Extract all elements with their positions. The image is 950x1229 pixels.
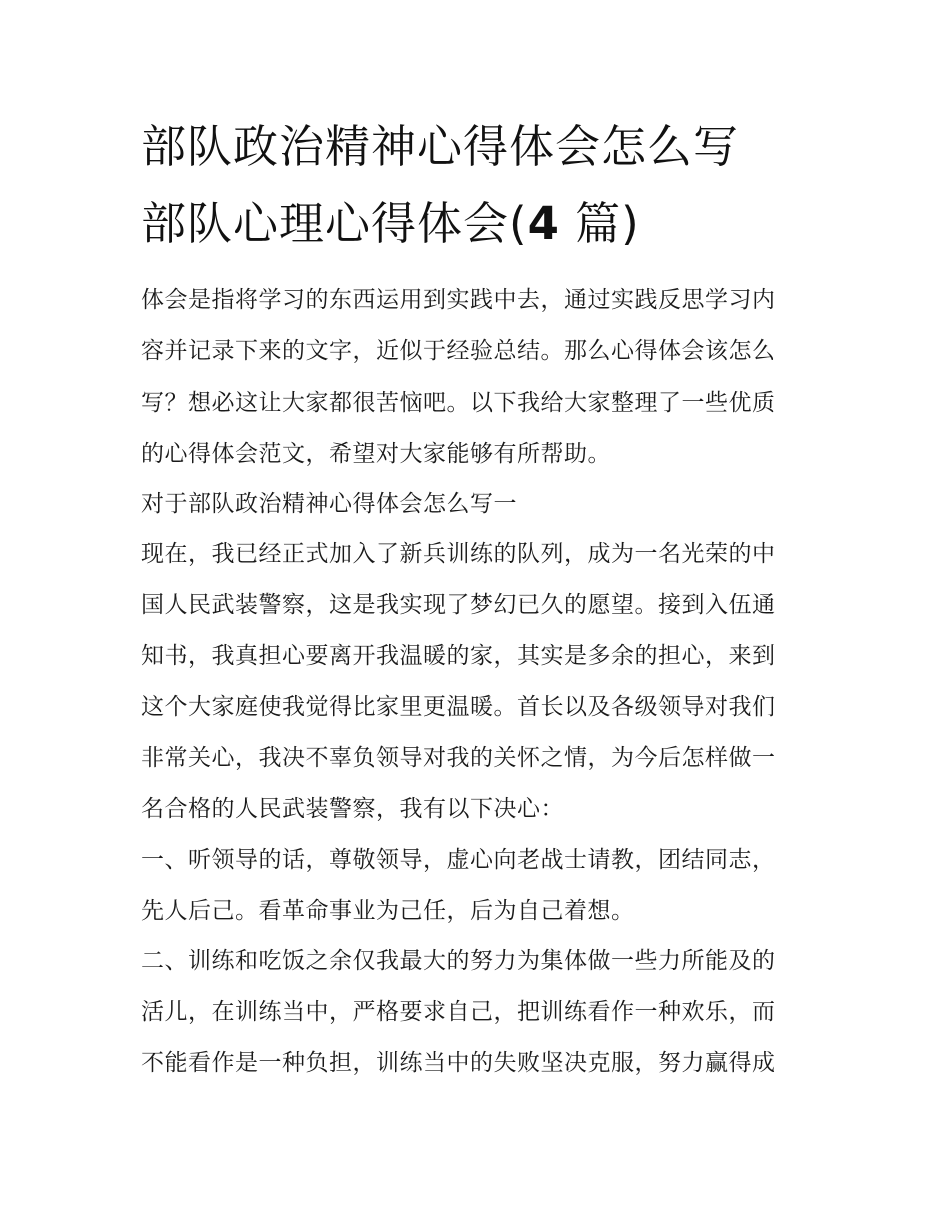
document-title-line-1: 部队政治精神心得体会怎么写 (141, 120, 740, 173)
paragraph-line: 容并记录下来的文字，近似于经验总结。那么心得体会该怎么 (141, 338, 776, 364)
paragraph-line: 不能看作是一种负担，训练当中的失败坚决克服，努力赢得成 (141, 1050, 776, 1076)
paragraph-line: 现在，我已经正式加入了新兵训练的队列，成为一名光荣的中 (141, 541, 776, 567)
paragraph-line: 国人民武装警察，这是我实现了梦幻已久的愿望。接到入伍通 (141, 592, 776, 618)
paragraph-line: 活儿，在训练当中，严格要求自己，把训练看作一种欢乐，而 (141, 999, 776, 1025)
section-heading: 对于部队政治精神心得体会怎么写一 (141, 491, 517, 517)
paragraph-line: 一、听领导的话，尊敬领导，虚心向老战士请教，团结同志， (141, 847, 776, 873)
title-count: 4 (527, 197, 560, 250)
document-title-line-2 (141, 196, 821, 252)
paragraph-line: 二、训练和吃饭之余仅我最大的努力为集体做一些力所能及的 (141, 948, 776, 974)
title-text-part: 部队心理心得体会( (141, 197, 528, 250)
title-text-part: 篇) (559, 197, 640, 250)
paragraph-line: 知书，我真担心要离开我温暖的家，其实是多余的担心，来到 (141, 643, 776, 669)
paragraph-line: 体会是指将学习的东西运用到实践中去，通过实践反思学习内 (141, 287, 776, 313)
paragraph-line: 写？想必这让大家都很苦恼吧。以下我给大家整理了一些优质 (141, 390, 776, 416)
paragraph-line: 先人后己。看革命事业为己任，后为自己着想。 (141, 898, 635, 924)
paragraph-line: 非常关心，我决不辜负领导对我的关怀之情，为今后怎样做一 (141, 745, 776, 771)
paragraph-line: 这个大家庭使我觉得比家里更温暖。首长以及各级领导对我们 (141, 694, 776, 720)
paragraph-line: 名合格的人民武装警察，我有以下决心： (141, 796, 564, 822)
paragraph-line: 的心得体会范文，希望对大家能够有所帮助。 (141, 441, 611, 467)
